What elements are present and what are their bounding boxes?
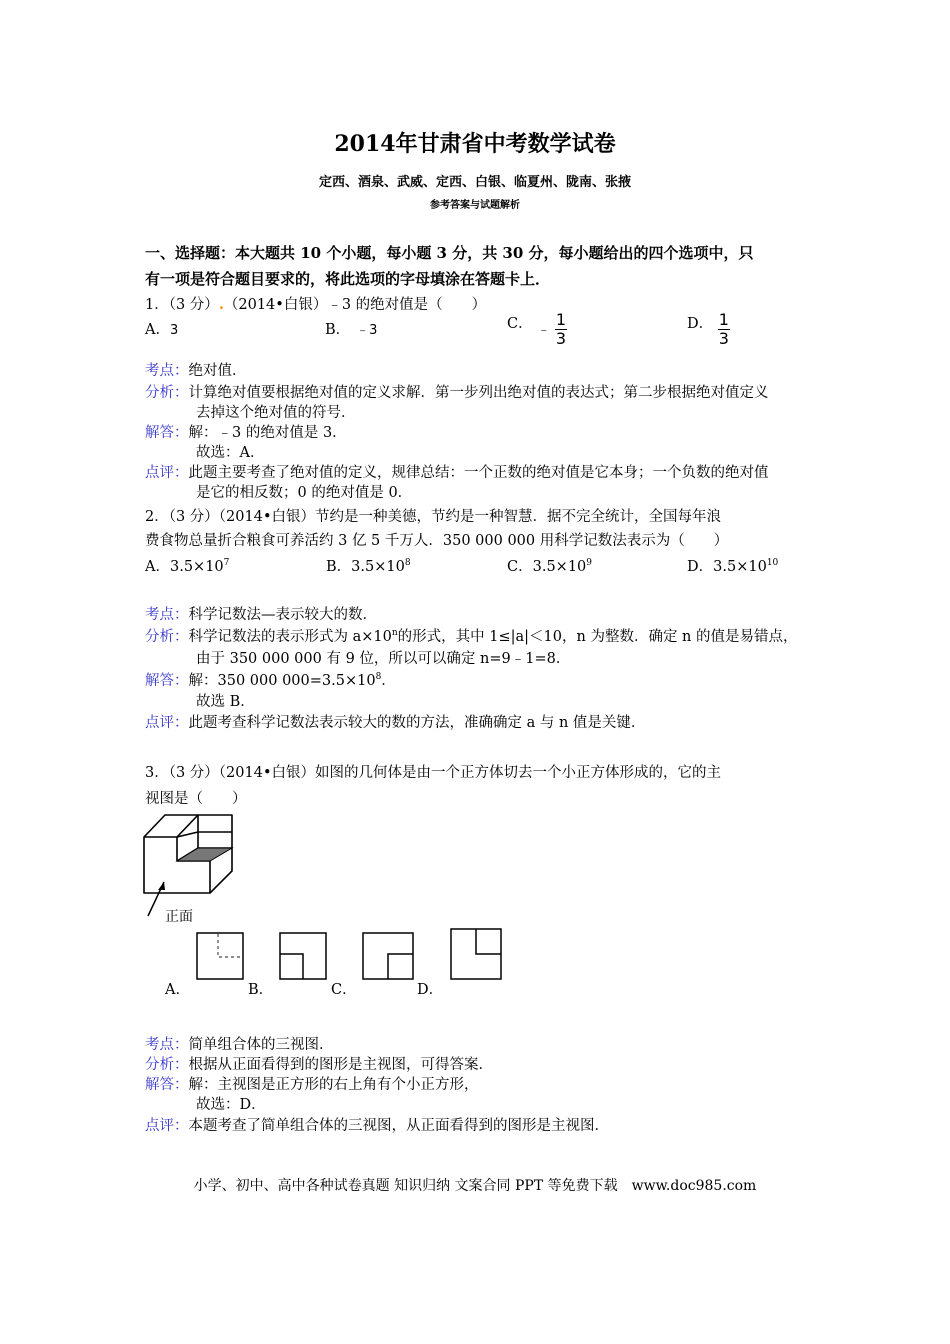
q2-jieda-cont: 故选 B． (196, 694, 255, 710)
q1-fenxi-cont: 去掉这个绝对值的符号． (196, 405, 356, 421)
q2-fenxi-cont: 由于 350 000 000 有 9 位，所以可以确定 n=9﹣1=8． (196, 651, 571, 667)
q3-solid-figure (140, 810, 250, 930)
q1-jieda: 解答：解：﹣3 的绝对值是 3． (145, 425, 347, 441)
q3-fenxi: 分析：根据从正面看得到的图形是主视图，可得答案． (145, 1057, 493, 1073)
q2-jieda: 解答：解：350 000 $000=3.5\times 10^8$． (145, 672, 396, 689)
q3-option-d-view (450, 928, 502, 980)
q1-dianping: 点评：此题主要考查了绝对值的定义，规律总结：一个正数的绝对值是它本身；一个负数的绝对值 (145, 465, 769, 481)
q1-option-c: C． ﹣ $\frac{1}{3}$ (507, 310, 567, 348)
q1-jieda-cont: 故选：A． (196, 445, 265, 461)
q3-option-d: D． (417, 982, 444, 998)
q3-option-c: C． (331, 982, 357, 998)
q2-option-a: A．$3.5\times 10^7$ (145, 558, 230, 575)
q2-option-d: D．$3.5\times 10^{10}$ (687, 558, 779, 575)
q3-kaodian: 考点：简单组合体的三视图． (145, 1037, 334, 1053)
q3-option-a-view (196, 932, 244, 980)
q3-stem-line2: 视图是（ ） (145, 791, 247, 807)
q3-option-a: A． (165, 982, 190, 998)
q1-option-d-fraction: $\frac{1}{3}$ (718, 310, 729, 348)
q3-option-b: B． (248, 982, 274, 998)
q2-kaodian: 考点：科学记数法—表示较大的数． (145, 607, 377, 623)
q1-option-a: A．3 (145, 322, 179, 338)
q2-option-c: C．$3.5\times 10^9$ (507, 558, 593, 575)
q2-stem-line2: 费食物总量折合粮食可养活约 3 亿 5 千万人．350 000 000 用科学记数法表示为（ ） (145, 533, 729, 549)
q3-jieda: 解答：解：主视图是正方形的右上角有个小正方形， (145, 1077, 479, 1093)
q2-option-b: B．$3.5\times 10^8$ (326, 558, 411, 575)
q1-fenxi: 分析：计算绝对值要根据绝对值的定义求解．第一步列出绝对值的表达式；第二步根据绝对值定义 (145, 385, 769, 401)
q2-fenxi: 分析：科学记数法的表示形式为 $a\times 10^n$的形式，其中 1≤|a|＜10，n 为整数．确定 n 的值是易错点， (145, 628, 798, 645)
q2-stem-line1: 2．（3 分）（2014•白银）节约是一种美德，节约是一种智慧．据不完全统计，全国每年浪 (145, 509, 722, 525)
q1-option-b: B． ﹣3 (325, 322, 378, 338)
q3-jieda-cont: 故选：D． (196, 1097, 266, 1113)
q1-option-d: D． $\frac{1}{3}$ (687, 310, 729, 348)
regions-subtitle: 定西、酒泉、武威、定西、白银、临夏州、陇南、张掖 (318, 175, 631, 190)
answer-note: 参考答案与试题解析 (430, 200, 520, 211)
page-footer: 小学、初中、高中各种试卷真题 知识归纳 文案合同 PPT 等免费下载 www.doc985.com (193, 1178, 757, 1194)
q3-option-c-view (362, 932, 414, 980)
section-heading-line1: 一、选择题：本大题共 10 个小题，每小题 3 分，共 30 分，每小题给出的四个选项中，只 (145, 244, 754, 262)
q1-dianping-cont: 是它的相反数；0 的绝对值是 0． (196, 485, 413, 501)
q1-stem: 1．（3 分）.（2014•白银）﹣3 的绝对值是（ ） (145, 296, 487, 313)
q1-option-c-fraction: $\frac{1}{3}$ (555, 310, 567, 348)
q1-marker: . (218, 296, 224, 313)
page-title: 2014年甘肃省中考数学试卷 (334, 131, 616, 157)
section-heading-line2: 有一项是符合题目要求的，将此选项的字母填涂在答题卡上． (145, 270, 551, 288)
q3-front-label: 正面 (165, 909, 193, 925)
q3-stem-line1: 3．（3 分）（2014•白银）如图的几何体是由一个正方体切去一个小正方体形成的，它的主 (145, 765, 722, 781)
q3-dianping: 点评：本题考查了简单组合体的三视图，从正面看得到的图形是主视图． (145, 1118, 609, 1134)
q2-dianping: 点评：此题考查科学记数法表示较大的数的方法，准确确定 a 与 n 值是关键． (145, 715, 646, 731)
q1-kaodian: 考点：绝对值． (145, 363, 247, 379)
q3-option-b-view (279, 932, 327, 980)
